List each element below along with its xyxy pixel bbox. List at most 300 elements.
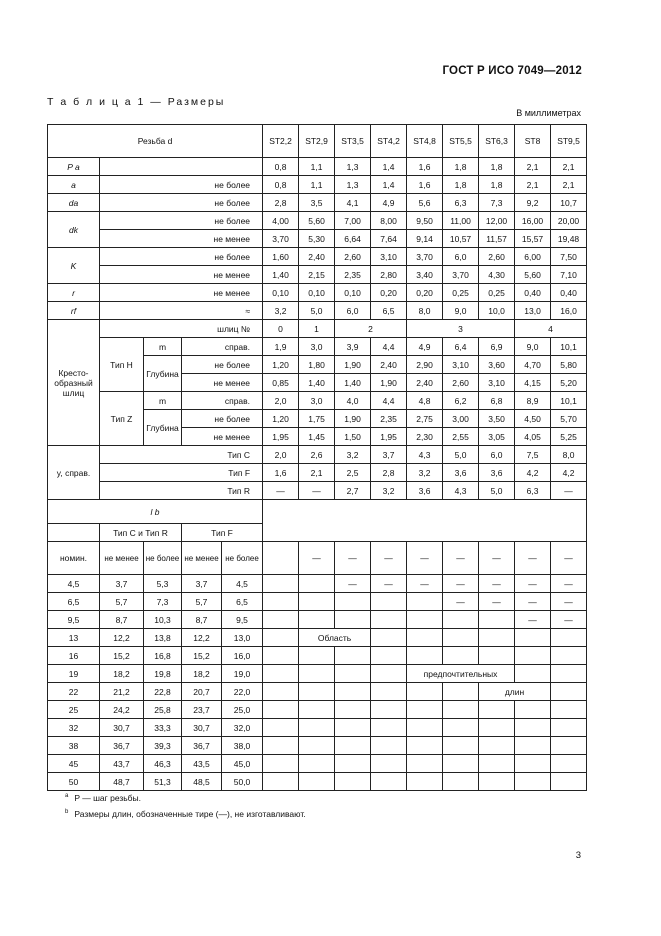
size-header: ST3,5 xyxy=(335,125,371,158)
area-cell xyxy=(551,701,587,719)
table-row xyxy=(48,125,587,158)
value-cell: 2,60 xyxy=(335,248,371,266)
page-number: 3 xyxy=(575,850,581,861)
length-value: 9,5 xyxy=(48,611,100,629)
area-cell xyxy=(335,683,371,701)
row-label-da: da xyxy=(48,194,100,212)
value-cell: 9,14 xyxy=(407,230,443,248)
length-value: 3,7 xyxy=(182,575,222,593)
slot-no: 1 xyxy=(299,320,335,338)
size-header: ST5,5 xyxy=(443,125,479,158)
table-row xyxy=(48,230,587,248)
area-cell xyxy=(443,737,479,755)
m-label: m xyxy=(144,338,182,356)
area-cell xyxy=(263,593,299,611)
value-cell: 0,8 xyxy=(263,176,299,194)
value-cell: 2,60 xyxy=(479,248,515,266)
value-cell: 3,10 xyxy=(371,248,407,266)
area-cell: — xyxy=(299,542,335,575)
limit-header: не менее xyxy=(100,542,144,575)
area-cell xyxy=(263,737,299,755)
table-row xyxy=(48,338,587,356)
value-cell: 2,1 xyxy=(551,158,587,176)
value-cell: 6,64 xyxy=(335,230,371,248)
length-value: 12,2 xyxy=(100,629,144,647)
value-cell: 3,10 xyxy=(479,374,515,392)
blank xyxy=(48,524,100,542)
value-cell: 1,60 xyxy=(263,248,299,266)
value-cell: 5,0 xyxy=(479,482,515,500)
area-cell xyxy=(515,665,551,683)
length-value: 30,7 xyxy=(182,719,222,737)
area-cell xyxy=(263,665,299,683)
area-cell xyxy=(335,701,371,719)
area-cell: — xyxy=(515,575,551,593)
length-value: 5,7 xyxy=(100,593,144,611)
length-value: 10,3 xyxy=(144,611,182,629)
length-value: 50,0 xyxy=(222,773,263,791)
area-cell: предпочтительных xyxy=(407,665,515,683)
area-cell: — xyxy=(551,593,587,611)
value-cell: 5,70 xyxy=(551,410,587,428)
value-cell: 7,50 xyxy=(551,248,587,266)
area-cell: — xyxy=(515,593,551,611)
length-value: 4,5 xyxy=(222,575,263,593)
length-value: 22,0 xyxy=(222,683,263,701)
value-cell: 4,3 xyxy=(443,482,479,500)
value-cell: 2,1 xyxy=(551,176,587,194)
area-cell xyxy=(299,575,335,593)
length-value: 24,2 xyxy=(100,701,144,719)
value-cell: 1,90 xyxy=(335,410,371,428)
value-cell: 3,60 xyxy=(479,356,515,374)
cond: не менее xyxy=(100,266,263,284)
area-cell xyxy=(551,737,587,755)
area-cell xyxy=(371,773,407,791)
value-cell: 4,4 xyxy=(371,338,407,356)
table-row xyxy=(48,629,587,647)
area-cell xyxy=(263,755,299,773)
length-value: 13 xyxy=(48,629,100,647)
length-value: 25 xyxy=(48,701,100,719)
row-label-p: P a xyxy=(48,158,100,176)
value-cell: 2,55 xyxy=(443,428,479,446)
value-cell: 8,9 xyxy=(515,392,551,410)
length-value: 13,8 xyxy=(144,629,182,647)
length-value: 16,8 xyxy=(144,647,182,665)
length-value: 22,8 xyxy=(144,683,182,701)
value-cell: 5,0 xyxy=(299,302,335,320)
value-cell: 4,50 xyxy=(515,410,551,428)
value-cell: 1,50 xyxy=(335,428,371,446)
area-cell xyxy=(335,737,371,755)
table-row xyxy=(48,392,587,410)
footnote-a: $^a$ P — шаг резьбы. xyxy=(65,792,142,803)
type-label: Тип Z xyxy=(100,392,144,446)
table-row xyxy=(48,176,587,194)
value-cell: 3,00 xyxy=(443,410,479,428)
length-value: 43,5 xyxy=(182,755,222,773)
value-cell: 6,0 xyxy=(443,248,479,266)
table-row xyxy=(48,500,587,524)
area-cell xyxy=(299,683,335,701)
area-cell xyxy=(479,647,515,665)
slot-label: шлиц № xyxy=(100,320,263,338)
length-value: 5,3 xyxy=(144,575,182,593)
value-cell: 1,80 xyxy=(299,356,335,374)
table-row xyxy=(48,194,587,212)
value-cell: 0,10 xyxy=(299,284,335,302)
area-cell xyxy=(443,755,479,773)
area-cell: — xyxy=(551,575,587,593)
value-cell: 6,2 xyxy=(443,392,479,410)
value-cell: 2,90 xyxy=(407,356,443,374)
cond: не менее xyxy=(182,374,263,392)
type-cr-header: Тип C и Тип R xyxy=(100,524,182,542)
area-cell xyxy=(443,719,479,737)
length-value: 6,5 xyxy=(222,593,263,611)
area-cell xyxy=(515,719,551,737)
value-cell: 3,50 xyxy=(479,410,515,428)
length-value: 46,3 xyxy=(144,755,182,773)
footnotes xyxy=(65,789,306,821)
value-cell: 3,2 xyxy=(407,464,443,482)
length-value: 18,2 xyxy=(100,665,144,683)
area-cell: — xyxy=(443,593,479,611)
value-cell: 1,1 xyxy=(299,158,335,176)
area-cell xyxy=(263,575,299,593)
value-cell: 5,60 xyxy=(515,266,551,284)
value-cell: 2,35 xyxy=(371,410,407,428)
value-cell: 20,00 xyxy=(551,212,587,230)
area-cell xyxy=(371,737,407,755)
area-cell xyxy=(299,647,335,665)
value-cell: 3,40 xyxy=(407,266,443,284)
value-cell: 2,0 xyxy=(263,446,299,464)
value-cell: 1,40 xyxy=(299,374,335,392)
value-cell: 3,0 xyxy=(299,338,335,356)
area-cell xyxy=(551,773,587,791)
value-cell: 2,75 xyxy=(407,410,443,428)
value-cell: 1,40 xyxy=(263,266,299,284)
cross-slot-label: Кресто-образный шлиц xyxy=(48,320,100,446)
table-row xyxy=(48,683,587,701)
size-header: ST8 xyxy=(515,125,551,158)
area-cell xyxy=(551,665,587,683)
area-cell: — xyxy=(551,542,587,575)
value-cell: 2,80 xyxy=(371,266,407,284)
area-cell xyxy=(371,755,407,773)
row-label-rf: rf xyxy=(48,302,100,320)
area-cell xyxy=(407,737,443,755)
value-cell: 0,10 xyxy=(263,284,299,302)
limit-header: не более xyxy=(144,542,182,575)
value-cell: 1,8 xyxy=(479,176,515,194)
value-cell: 4,2 xyxy=(515,464,551,482)
value-cell: 16,00 xyxy=(515,212,551,230)
thread-header: Резьба d xyxy=(48,125,263,158)
value-cell: 3,2 xyxy=(263,302,299,320)
value-cell: 6,9 xyxy=(479,338,515,356)
value-cell: 10,0 xyxy=(479,302,515,320)
value-cell: 2,35 xyxy=(335,266,371,284)
value-cell: 7,5 xyxy=(515,446,551,464)
value-cell: 4,1 xyxy=(335,194,371,212)
value-cell: 3,0 xyxy=(299,392,335,410)
table-row xyxy=(48,464,587,482)
value-cell: — xyxy=(551,482,587,500)
value-cell: 1,3 xyxy=(335,176,371,194)
area-cell: — xyxy=(407,575,443,593)
value-cell: 3,2 xyxy=(371,482,407,500)
area-cell xyxy=(443,611,479,629)
area-cell xyxy=(407,773,443,791)
value-cell: 0,10 xyxy=(335,284,371,302)
area-cell: — xyxy=(407,542,443,575)
m-label: m xyxy=(144,392,182,410)
length-value: 19,8 xyxy=(144,665,182,683)
area-cell xyxy=(515,737,551,755)
row-label-a: a xyxy=(48,176,100,194)
value-cell: 1,8 xyxy=(479,158,515,176)
value-cell: 3,6 xyxy=(479,464,515,482)
length-value: 38,0 xyxy=(222,737,263,755)
length-value: 19 xyxy=(48,665,100,683)
value-cell: 10,1 xyxy=(551,338,587,356)
value-cell: 3,70 xyxy=(263,230,299,248)
area-cell xyxy=(407,611,443,629)
limit-header: не менее xyxy=(182,542,222,575)
area-cell xyxy=(335,593,371,611)
value-cell: 4,8 xyxy=(407,392,443,410)
value-cell: — xyxy=(263,482,299,500)
value-cell: 1,8 xyxy=(443,158,479,176)
table-row xyxy=(48,647,587,665)
value-cell: 3,7 xyxy=(371,446,407,464)
area-cell xyxy=(299,737,335,755)
value-cell: 7,00 xyxy=(335,212,371,230)
value-cell: 1,1 xyxy=(299,176,335,194)
length-value: 30,7 xyxy=(100,719,144,737)
length-value: 48,7 xyxy=(100,773,144,791)
area-cell xyxy=(479,719,515,737)
value-cell: 1,20 xyxy=(263,410,299,428)
blank xyxy=(100,158,263,176)
area-cell: — xyxy=(551,611,587,629)
area-cell: — xyxy=(479,542,515,575)
value-cell: 3,2 xyxy=(335,446,371,464)
slot-no: 4 xyxy=(515,320,587,338)
value-cell: 2,6 xyxy=(299,446,335,464)
type-label: Тип F xyxy=(100,464,263,482)
value-cell: 5,80 xyxy=(551,356,587,374)
value-cell: 8,0 xyxy=(407,302,443,320)
area-cell: — xyxy=(371,542,407,575)
area-cell xyxy=(479,737,515,755)
value-cell: 0,20 xyxy=(371,284,407,302)
row-label-dk: dk xyxy=(48,212,100,248)
area-cell xyxy=(371,683,407,701)
value-cell: 1,75 xyxy=(299,410,335,428)
value-cell: 4,0 xyxy=(335,392,371,410)
value-cell: 9,2 xyxy=(515,194,551,212)
value-cell: 2,8 xyxy=(263,194,299,212)
value-cell: 1,3 xyxy=(335,158,371,176)
area-cell: — xyxy=(335,542,371,575)
ref-label: справ. xyxy=(182,392,263,410)
length-value: 32,0 xyxy=(222,719,263,737)
slot-no: 3 xyxy=(407,320,515,338)
value-cell: 10,57 xyxy=(443,230,479,248)
table-row xyxy=(48,446,587,464)
length-value: 39,3 xyxy=(144,737,182,755)
ref-label: справ. xyxy=(182,338,263,356)
value-cell: 9,0 xyxy=(443,302,479,320)
table-row xyxy=(48,575,587,593)
length-value: 43,7 xyxy=(100,755,144,773)
cond: не более xyxy=(100,212,263,230)
table-row xyxy=(48,542,587,575)
value-cell: 0,20 xyxy=(407,284,443,302)
value-cell: 2,8 xyxy=(371,464,407,482)
value-cell: 3,05 xyxy=(479,428,515,446)
document-header: ГОСТ Р ИСО 7049—2012 xyxy=(442,65,582,77)
length-header: l b xyxy=(48,500,263,524)
value-cell: 2,0 xyxy=(263,392,299,410)
length-value: 16 xyxy=(48,647,100,665)
value-cell: 6,4 xyxy=(443,338,479,356)
area-cell xyxy=(299,755,335,773)
length-value: 19,0 xyxy=(222,665,263,683)
area-cell xyxy=(335,665,371,683)
value-cell: 1,8 xyxy=(443,176,479,194)
value-cell: 4,70 xyxy=(515,356,551,374)
area-blank xyxy=(263,500,587,542)
value-cell: 2,1 xyxy=(515,158,551,176)
value-cell: 6,0 xyxy=(479,446,515,464)
value-cell: 1,4 xyxy=(371,176,407,194)
limit-header: не более xyxy=(222,542,263,575)
area-cell xyxy=(551,719,587,737)
value-cell: 2,40 xyxy=(371,356,407,374)
value-cell: 15,57 xyxy=(515,230,551,248)
value-cell: — xyxy=(299,482,335,500)
area-cell xyxy=(515,629,551,647)
value-cell: 0,40 xyxy=(515,284,551,302)
area-cell xyxy=(551,755,587,773)
value-cell: 5,30 xyxy=(299,230,335,248)
value-cell: 2,40 xyxy=(407,374,443,392)
value-cell: 4,9 xyxy=(371,194,407,212)
area-cell xyxy=(299,773,335,791)
area-cell xyxy=(299,593,335,611)
length-value: 4,5 xyxy=(48,575,100,593)
cond: не более xyxy=(182,410,263,428)
size-header: ST9,5 xyxy=(551,125,587,158)
value-cell: 1,6 xyxy=(263,464,299,482)
value-cell: 2,40 xyxy=(299,248,335,266)
area-cell xyxy=(371,629,407,647)
area-cell: — xyxy=(515,542,551,575)
type-f-header: Тип F xyxy=(182,524,263,542)
size-header: ST2,2 xyxy=(263,125,299,158)
length-value: 33,3 xyxy=(144,719,182,737)
value-cell: 3,70 xyxy=(443,266,479,284)
length-value: 20,7 xyxy=(182,683,222,701)
value-cell: 1,95 xyxy=(263,428,299,446)
value-cell: 5,25 xyxy=(551,428,587,446)
area-cell: — xyxy=(479,593,515,611)
table-row xyxy=(48,593,587,611)
area-cell xyxy=(407,683,443,701)
area-cell xyxy=(443,683,479,701)
value-cell: 11,00 xyxy=(443,212,479,230)
length-value: 5,7 xyxy=(182,593,222,611)
length-value: 22 xyxy=(48,683,100,701)
cond: ≈ xyxy=(100,302,263,320)
area-cell xyxy=(515,701,551,719)
length-value: 16,0 xyxy=(222,647,263,665)
value-cell: 1,20 xyxy=(263,356,299,374)
area-cell xyxy=(371,647,407,665)
area-cell xyxy=(371,701,407,719)
area-cell: — xyxy=(443,575,479,593)
length-value: 15,2 xyxy=(182,647,222,665)
length-value: 8,7 xyxy=(100,611,144,629)
value-cell: 0,25 xyxy=(479,284,515,302)
value-cell: 0,85 xyxy=(263,374,299,392)
area-cell xyxy=(479,611,515,629)
value-cell: 3,6 xyxy=(443,464,479,482)
value-cell: 1,6 xyxy=(407,158,443,176)
table-title: Т а б л и ц а 1 — Размеры xyxy=(47,96,226,108)
value-cell: 1,40 xyxy=(335,374,371,392)
length-value: 45,0 xyxy=(222,755,263,773)
value-cell: 0,25 xyxy=(443,284,479,302)
length-value: 3,7 xyxy=(100,575,144,593)
slot-no: 2 xyxy=(335,320,407,338)
area-cell xyxy=(371,719,407,737)
value-cell: 6,3 xyxy=(515,482,551,500)
value-cell: 6,3 xyxy=(443,194,479,212)
value-cell: 2,7 xyxy=(335,482,371,500)
length-value: 12,2 xyxy=(182,629,222,647)
row-label-r: r xyxy=(48,284,100,302)
length-value: 8,7 xyxy=(182,611,222,629)
dimensions-table xyxy=(47,124,587,791)
length-value: 13,0 xyxy=(222,629,263,647)
length-value: 25,0 xyxy=(222,701,263,719)
length-value: 36,7 xyxy=(100,737,144,755)
area-cell xyxy=(407,719,443,737)
value-cell: 7,3 xyxy=(479,194,515,212)
length-value: 21,2 xyxy=(100,683,144,701)
area-cell xyxy=(263,629,299,647)
area-cell xyxy=(551,683,587,701)
value-cell: 4,4 xyxy=(371,392,407,410)
value-cell: 13,0 xyxy=(515,302,551,320)
value-cell: 8,0 xyxy=(551,446,587,464)
area-cell xyxy=(407,647,443,665)
value-cell: 9,50 xyxy=(407,212,443,230)
area-cell xyxy=(371,611,407,629)
value-cell: 2,60 xyxy=(443,374,479,392)
table-row xyxy=(48,266,587,284)
area-cell xyxy=(263,683,299,701)
area-cell xyxy=(299,719,335,737)
depth-label: Глубина xyxy=(144,410,182,446)
value-cell: 4,9 xyxy=(407,338,443,356)
